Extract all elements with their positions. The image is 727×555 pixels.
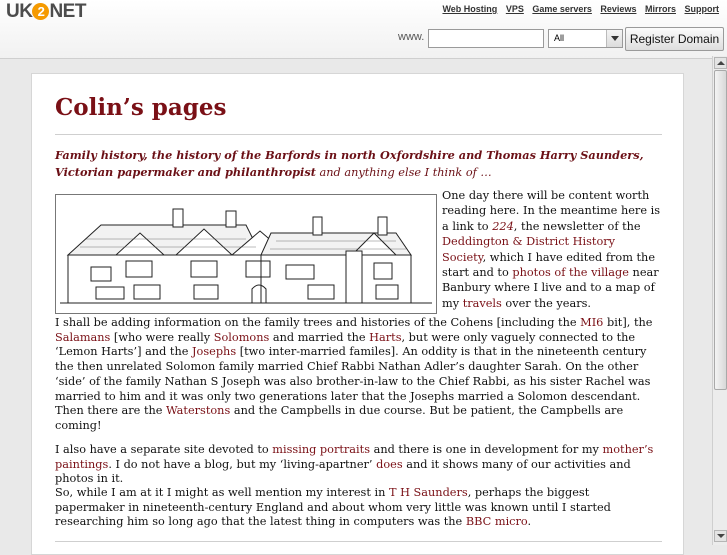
logo-badge: 2 [32,3,49,20]
portraits-paragraph [55,443,662,487]
bottom-divider [55,541,662,542]
text: [who were really [110,330,214,344]
site-logo[interactable] [6,1,86,23]
link-does-blog[interactable]: does [376,457,403,471]
family-paragraph [55,316,662,434]
text: and the Campbells in due course. But be patient, the Campbells are coming! [55,404,624,432]
side-paragraph [442,188,662,311]
house-sketch-drawing [56,195,436,313]
intro-rest: and anything else I think of … [315,166,492,179]
intro-bold: Family history, the history of the Barfords in north Oxfordshire and Thomas Harry Saunders, Victorian papermaker and philanthropist [55,148,644,179]
text: I also have a separate site devoted to [55,443,273,456]
scrollbar-thumb[interactable] [714,70,727,390]
text: So, while I am at it I might as well mention my interest in [55,486,389,499]
logo-text-suffix: NET [49,1,86,22]
arrow-down-icon[interactable] [714,530,727,542]
link-mothers-paintings[interactable]: mother’s paintings [55,443,654,471]
link-josephs[interactable]: Josephs [192,345,237,359]
text: , which I have edited from the start and to [442,250,656,280]
content-page [31,73,684,555]
saunders-paragraph [55,486,662,530]
arrow-up-icon[interactable] [714,57,727,69]
link-mirrors[interactable]: Mirrors [644,4,676,14]
link-vps[interactable]: VPS [505,4,524,14]
text: . I do not have a blog, but my ‘living-apartner’ [108,457,377,471]
text: [two inter-married familes]. An oddity is that in the nineteenth century the then unrelated Solomon family married Chief Rabbi Nathan Adler’s daughter Sarah. On the other ‘side’ of the family Nathan S Joseph was also brother-in-law to the Chief Rabbi, as his sister Rachel was married to him and it was only two generations later that the Josephs married a Solomon descendant. Then there are the [55,345,651,418]
link-solomons[interactable]: Solomons [213,330,270,344]
link-mi6[interactable]: MI6 [580,316,604,329]
house-sketch-image [55,194,437,314]
link-history-society[interactable]: Deddington & District History Society [442,235,616,264]
tld-selected-value: All [554,33,565,43]
link-harts[interactable]: Harts [369,330,402,344]
link-th-saunders[interactable]: T H Saunders [388,486,468,499]
link-support[interactable]: Support [684,4,719,14]
link-224[interactable]: 224 [492,219,514,233]
text: and it shows many of our activities and photos in it. [55,457,631,486]
link-web-hosting[interactable]: Web Hosting [442,4,498,14]
top-links [436,4,719,14]
text: , perhaps the biggest papermaker in nineteenth-century England and about whom very little was known until I started researching him so long ago that the latest thing in computers was the [55,486,611,529]
register-domain-button[interactable]: Register Domain [625,27,724,51]
text: near Banbury where I live and to a map of my [442,266,659,310]
text: , the newsletter of the [513,219,641,233]
www-label: www. [398,31,425,43]
link-bbc-micro[interactable]: BBC micro [465,515,528,529]
link-salamans[interactable]: Salamans [55,330,111,344]
tld-select[interactable] [548,29,623,48]
intro-tagline [55,147,655,181]
link-waterstons[interactable]: Waterstons [166,404,231,418]
link-game-servers[interactable]: Game servers [532,4,592,14]
page-title: Colin’s pages [55,94,227,121]
link-missing-portraits[interactable]: missing portraits [272,443,370,456]
link-village-photos[interactable]: photos of the village [512,266,629,280]
vertical-scrollbar[interactable] [712,56,727,545]
text: and there is one in development for my [370,443,603,456]
link-reviews[interactable]: Reviews [600,4,637,14]
chevron-down-icon[interactable] [606,30,622,47]
text: . [527,515,532,529]
link-travels[interactable]: travels [462,296,502,310]
text: I shall be adding information on the family trees and histories of the Cohens [including the [55,316,581,329]
text: and married the [269,330,370,344]
text: over the years. [501,296,591,310]
text: , but were only vaguely connected to the ‘Lemon Harts’] and the [55,330,636,359]
title-divider [55,134,662,135]
text: One day there will be content worth reading here. In the meantime here is a link to [442,189,661,233]
domain-search-input[interactable] [428,29,544,48]
logo-text-prefix: UK [6,1,33,22]
text: bit], the [603,316,653,329]
